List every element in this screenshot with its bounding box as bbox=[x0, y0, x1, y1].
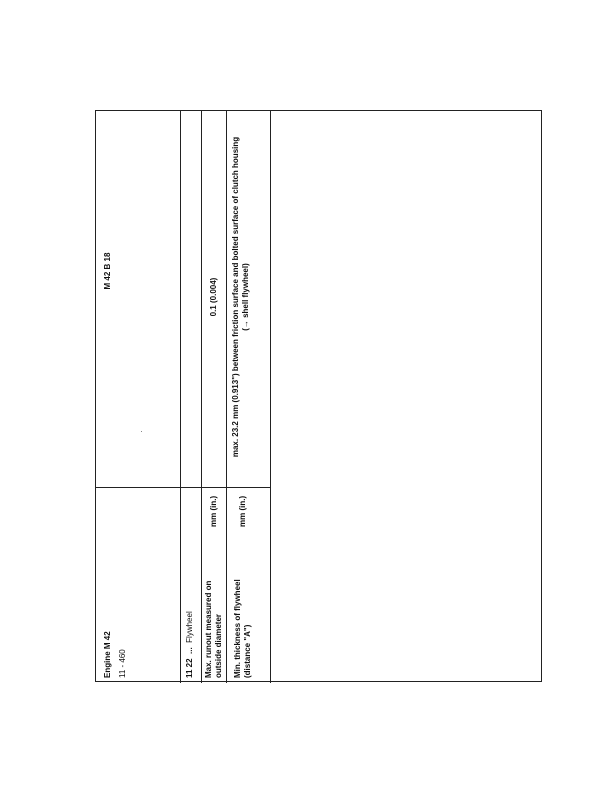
row2-value-line1: max. 23.2 mm (0.913") between friction surface and bolted surface of clutch housing bbox=[231, 136, 240, 458]
section-dots: ... bbox=[185, 647, 194, 654]
divider-section bbox=[201, 111, 202, 683]
row1-label-line1: Max. runout measured on bbox=[204, 580, 213, 678]
engine-title: Engine M 42 bbox=[103, 631, 112, 678]
section-heading bbox=[185, 611, 195, 678]
row1-value: 0.1 (0.004) bbox=[209, 277, 218, 317]
divider-header bbox=[180, 111, 181, 683]
row2-value bbox=[231, 111, 251, 483]
row1-unit: mm (in.) bbox=[209, 495, 218, 527]
row2-value-line2: (→ shell flywheel) bbox=[241, 263, 250, 331]
row2-label-line1: Min. thickness of flywheel bbox=[233, 579, 242, 678]
divider-row2 bbox=[270, 111, 271, 683]
section-title: Flywheel bbox=[185, 611, 194, 643]
row2-unit: mm (in.) bbox=[238, 495, 247, 527]
model-designation: M 42 B 18 bbox=[103, 252, 112, 290]
divider-row1 bbox=[226, 111, 227, 683]
spec-table bbox=[95, 110, 542, 682]
scan-speck bbox=[141, 431, 142, 432]
row1-label-line2: outside diameter bbox=[214, 613, 223, 678]
section-number: 11 22 bbox=[185, 658, 194, 678]
page-reference: 11 - 460 bbox=[118, 649, 127, 678]
row2-label-line2: (distance "A") bbox=[243, 624, 252, 678]
divider-corner bbox=[180, 487, 201, 488]
